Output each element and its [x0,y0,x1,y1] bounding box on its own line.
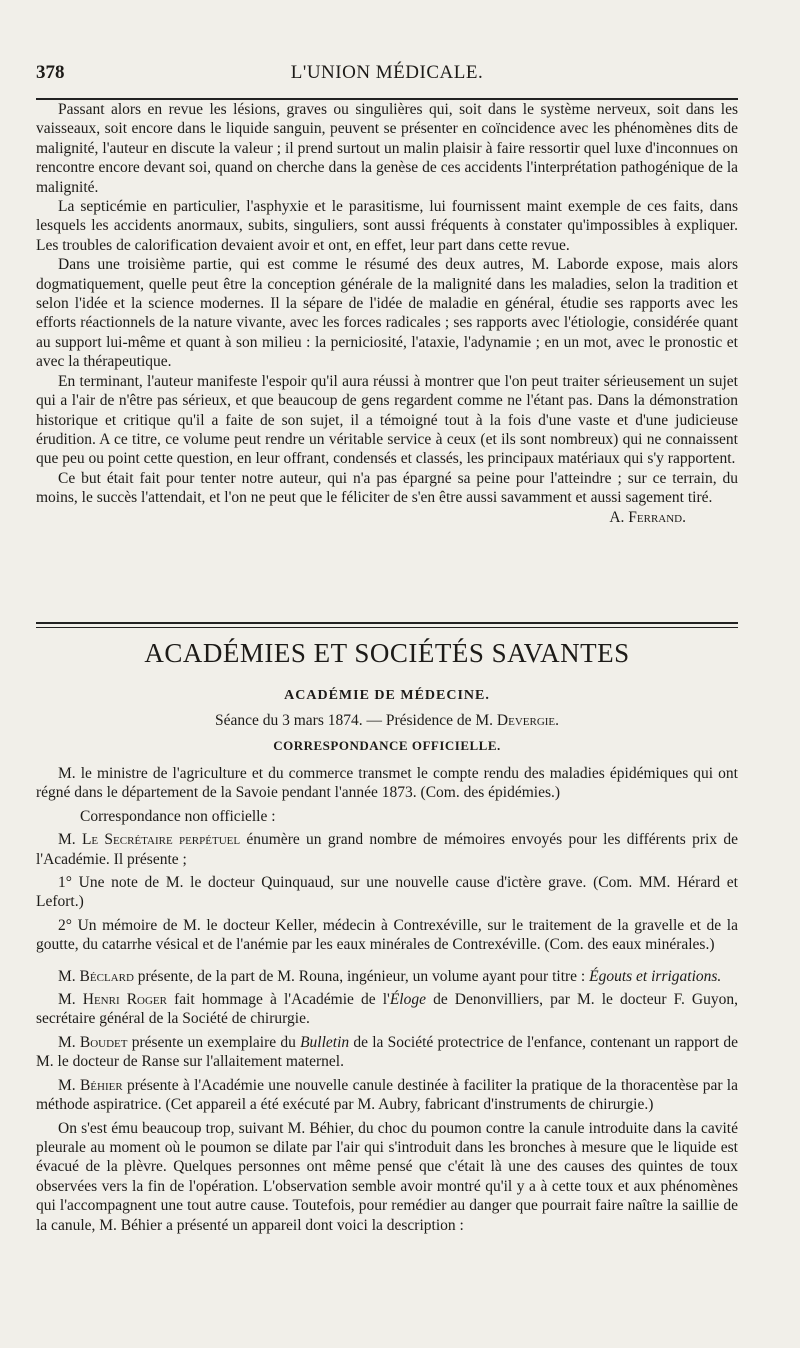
section-rule-bottom [36,627,738,628]
review-paragraph-3: Dans une troisième partie, qui est comme le résumé des deux autres, M. Laborde expose, mais alors dogmatiquement, quelle peut être la conception générale de la malignité dans les maladies, selon la tradition et selon l'idée et la science modernes. Il la sépare de l'idée de maladie en général, étudie ses rapports avec les efforts réactionnels de la nature vivante, avec les forces radicales ; ses rapports avec l'étiologie, considérée quant au support lui-même et quant à son milieu : la perniciosité, l'ataxie, l'adynamie ; en un mot, avec le pronostic et avec la thérapeutique. [36,256,738,371]
beclard-name: Béclard [79,967,134,985]
roger-title: Éloge [389,991,426,1009]
beclard-paragraph [36,967,738,986]
memoire-keller: 2° Un mémoire de M. le docteur Keller, médecin à Contrexéville, sur le traitement de la gravelle et de la goutte, du catarrhe vésical et de l'anémie par les eaux minérales de Contrexéville. (Com. des eaux minérales.) [36,916,738,954]
boudet-name: Boudet [79,1033,128,1051]
roger-text-end: de Denonvilliers, par M. le docteur F. Guyon, secrétaire général de la Société de chirurgie. [36,991,738,1028]
review-paragraph-2: La septicémie en particulier, l'asphyxie et le parasitisme, lui fournissent maint exemple de ces faits, dans lesquels les accidents anormaux, subits, singuliers, sont aussi fréquents à constater qu'impossibles à expliquer. Les troubles de calorification devaient avoir et ont, en effet, leur part dans cette revue. [36,198,738,254]
canule-paragraph: On s'est ému beaucoup trop, suivant M. Béhier, du choc du poumon contre la canule introduite dans la cavité pleurale au moment où le poumon se dilate par l'air qui s'introduit dans les bronches à mesure que le liquide est évacué de la plèvre. Quelques personnes ont même pensé que c'était là une des causes des quintes de toux observées vers la fin de l'opération. L'observation semble avoir montré qu'il y a à cette toux et aux phénomènes qui l'accompagnent une tout autre cause. Toutefois, pour remédier au danger que pourrait faire naître la saillie de la canule, M. Béhier a présenté un appareil dont voici la description : [36,1119,738,1234]
roger-paragraph [36,990,738,1029]
section-rule-top [36,622,738,624]
running-title: L'UNION MÉDICALE. [290,62,484,83]
academy-proceedings [36,764,738,1239]
page-header [36,62,738,92]
seance-date: Séance du 3 mars 1874. — Présidence de M. [214,712,497,729]
page-number: 378 [36,62,65,83]
behier-name: Béhier [79,1076,123,1094]
section-title: ACADÉMIES ET SOCIÉTÉS SAVANTES [144,638,630,668]
behier-paragraph [36,1076,738,1115]
roger-text: fait hommage à l'Académie de l' [166,991,390,1009]
secretary-name: M. Le Secrétaire perpétuel [58,831,241,849]
behier-prefix: M. [58,1076,80,1094]
boudet-paragraph [36,1033,738,1072]
roger-name: Henri Roger [82,991,167,1009]
unofficial-correspondence: Correspondance non officielle : [80,807,276,825]
review-paragraph-4: En terminant, l'auteur manifeste l'espoir qu'il aura réussi à montrer que l'on peut traiter sérieusement un sujet qui a l'air de n'être pas sérieux, et que beaucoup de gens regardent comme ne l'étant pas. Dans la démonstration historique et critique qu'il a faite de son sujet, il a témoigné tout à la fois d'une vaste et d'une judicieuse érudition. A ce titre, ce volume peut rendre un véritable service à ceux (et ils sont nombreux) qui ne connaissent que peu ou point cette question, en leur offrant, condensés et classés, les principaux matériaux qui s'y rapportent. [36,372,738,468]
book-review [36,100,738,527]
review-signature [36,508,738,527]
review-paragraph-5: Ce but était fait pour tenter notre auteur, qui n'a pas épargné sa peine pour l'atteindre ; sur ce terrain, du moins, le succès l'attendait, et l'on ne peut que le féliciter de s'en être aussi savamment et aussi sagement tiré. [36,469,738,507]
boudet-text-end: de la Société protectrice de l'enfance, contenant un rapport de M. le docteur de Ranse sur l'allaitement maternel. [36,1033,738,1071]
note-quinquaud: 1° Une note de M. le docteur Quinquaud, sur une nouvelle cause d'ictère grave. (Com. MM. Hérard et Lefort.) [36,874,738,911]
behier-text: présente à l'Académie une nouvelle canule destinée à faciliter la pratique de la thoracentèse par la méthode aspiratrice. (Cet appareil a été exécuté par M. Aubry, fabricant d'instruments de chirurgie.) [36,1076,738,1114]
secretary-text: énumère un grand nombre de mémoires envoyés pour les différents prix de l'Académie. Il présente ; [36,831,738,868]
official-correspondence-heading: CORRESPONDANCE OFFICIELLE. [273,738,501,753]
beclard-prefix: M. [58,967,80,985]
boudet-text: présente un exemplaire du [127,1033,301,1051]
beclard-title: Égouts et irrigations. [589,967,722,985]
boudet-prefix: M. [58,1033,80,1051]
secretary-paragraph [36,830,738,869]
seance-president: Devergie. [496,712,560,729]
boudet-title: Bulletin [300,1033,350,1051]
signature-name: A. Ferrand. [609,508,686,526]
beclard-text: présente, de la part de M. Rouna, ingénieur, un volume ayant pour titre : [133,967,590,985]
roger-prefix: M. [58,991,83,1009]
academy-heading: ACADÉMIE DE MÉDECINE. [284,688,490,703]
review-paragraph-1: Passant alors en revue les lésions, graves ou singulières qui, soit dans le système nerveux, soit dans les vaisseaux, soit encore dans le liquide sanguin, peuvent se présenter en coïncidence avec les phénomènes dits de malignité, l'auteur en discute la valeur ; il prend surtout un malin plaisir à faire ressortir quel luxe d'inconnues on rencontre encore devant soi, quand on cherche dans la genèse de ces accidents l'interprétation pathogénique de la malignité. [36,101,738,196]
seance-line [36,712,738,730]
minister-paragraph: M. le ministre de l'agriculture et du commerce transmet le compte rendu des maladies épidémiques qui ont régné dans le département de la Savoie pendant l'année 1873. (Com. des épidémies.) [36,765,738,802]
